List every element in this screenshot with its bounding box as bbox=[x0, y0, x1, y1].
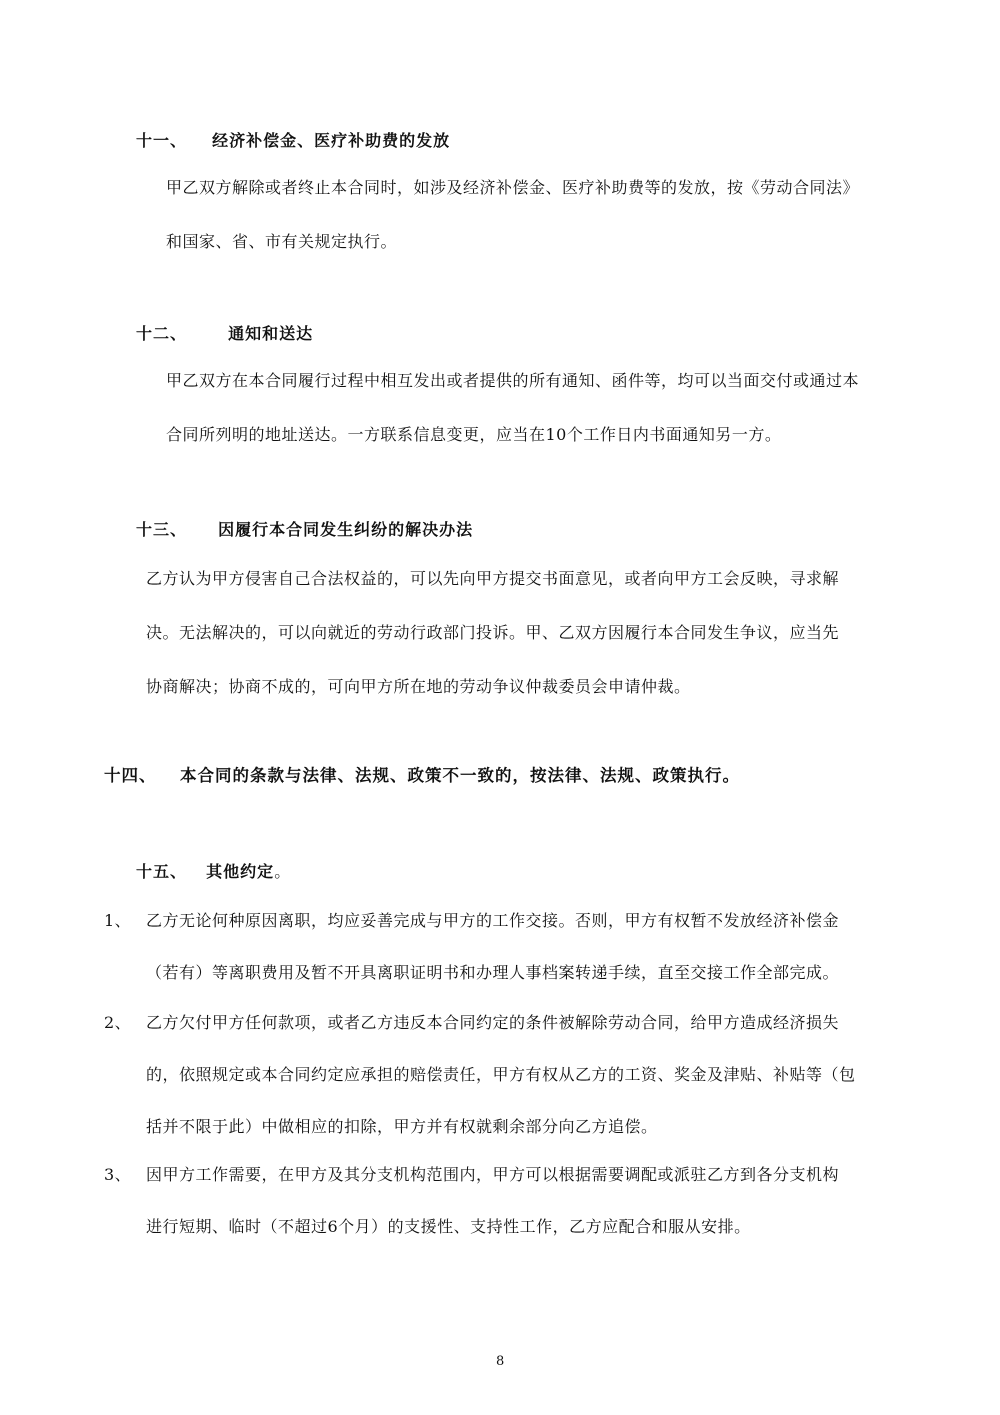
item-1-line-2: （若有）等离职费用及暂不开具离职证明书和办理人事档案转递手续，直至交接工作全部完成。 bbox=[146, 963, 840, 982]
section-13-line-1: 乙方认为甲方侵害自己合法权益的，可以先向甲方提交书面意见，或者向甲方工会反映，寻求解 bbox=[146, 569, 840, 588]
section-12-number: 十二、 bbox=[136, 324, 188, 343]
section-12-heading bbox=[136, 324, 313, 344]
item-2-line-2: 的，依照规定或本合同约定应承担的赔偿责任，甲方有权从乙方的工资、奖金及津贴、补贴等（包 bbox=[146, 1065, 856, 1084]
section-11-heading bbox=[136, 131, 450, 151]
section-11-title: 经济补偿金、医疗补助费的发放 bbox=[212, 131, 451, 150]
section-13-line-2: 决。无法解决的，可以向就近的劳动行政部门投诉。甲、乙双方因履行本合同发生争议，应当先 bbox=[146, 623, 840, 642]
section-15-number: 十五、 bbox=[136, 862, 188, 881]
section-15-title: 其他约定 bbox=[206, 862, 275, 881]
item-3-number: 3、 bbox=[104, 1165, 132, 1184]
section-14-heading bbox=[104, 766, 740, 786]
section-13-line-3: 协商解决；协商不成的，可向甲方所在地的劳动争议仲裁委员会申请仲裁。 bbox=[146, 677, 691, 696]
section-11-number: 十一、 bbox=[136, 131, 188, 150]
section-12-line-1: 甲乙双方在本合同履行过程中相互发出或者提供的所有通知、函件等，均可以当面交付或通过本 bbox=[166, 371, 860, 390]
item-2-line-3: 括并不限于此）中做相应的扣除，甲方并有权就剩余部分向乙方追偿。 bbox=[146, 1117, 658, 1136]
section-12-line-2: 合同所列明的地址送达。一方联系信息变更，应当在10个工作日内书面通知另一方。 bbox=[166, 425, 782, 444]
item-3-line-1: 因甲方工作需要，在甲方及其分支机构范围内，甲方可以根据需要调配或派驻乙方到各分支机构 bbox=[146, 1165, 840, 1184]
section-11-line-2: 和国家、省、市有关规定执行。 bbox=[166, 232, 398, 251]
section-12-title: 通知和送达 bbox=[228, 324, 314, 343]
section-15-title-suffix: 。 bbox=[274, 862, 292, 881]
section-14-number: 十四、 bbox=[104, 766, 157, 785]
section-13-title: 因履行本合同发生纠纷的解决办法 bbox=[218, 520, 474, 539]
section-11-line-1: 甲乙双方解除或者终止本合同时，如涉及经济补偿金、医疗补助费等的发放，按《劳动合同法》 bbox=[166, 178, 860, 197]
item-1-line-1: 乙方无论何种原因离职，均应妥善完成与甲方的工作交接。否则，甲方有权暂不发放经济补偿金 bbox=[146, 911, 840, 930]
section-15-heading bbox=[136, 862, 291, 882]
section-14-title: 本合同的条款与法律、法规、政策不一致的，按法律、法规、政策执行。 bbox=[180, 766, 740, 785]
item-1-number: 1、 bbox=[104, 911, 132, 930]
section-13-heading bbox=[136, 520, 473, 540]
section-13-number: 十三、 bbox=[136, 520, 188, 539]
item-3-line-2: 进行短期、临时（不超过6个月）的支援性、支持性工作，乙方应配合和服从安排。 bbox=[146, 1217, 751, 1236]
page-number: 8 bbox=[496, 1354, 505, 1369]
item-2-line-1: 乙方欠付甲方任何款项，或者乙方违反本合同约定的条件被解除劳动合同，给甲方造成经济损失 bbox=[146, 1013, 840, 1032]
item-2-number: 2、 bbox=[104, 1013, 132, 1032]
